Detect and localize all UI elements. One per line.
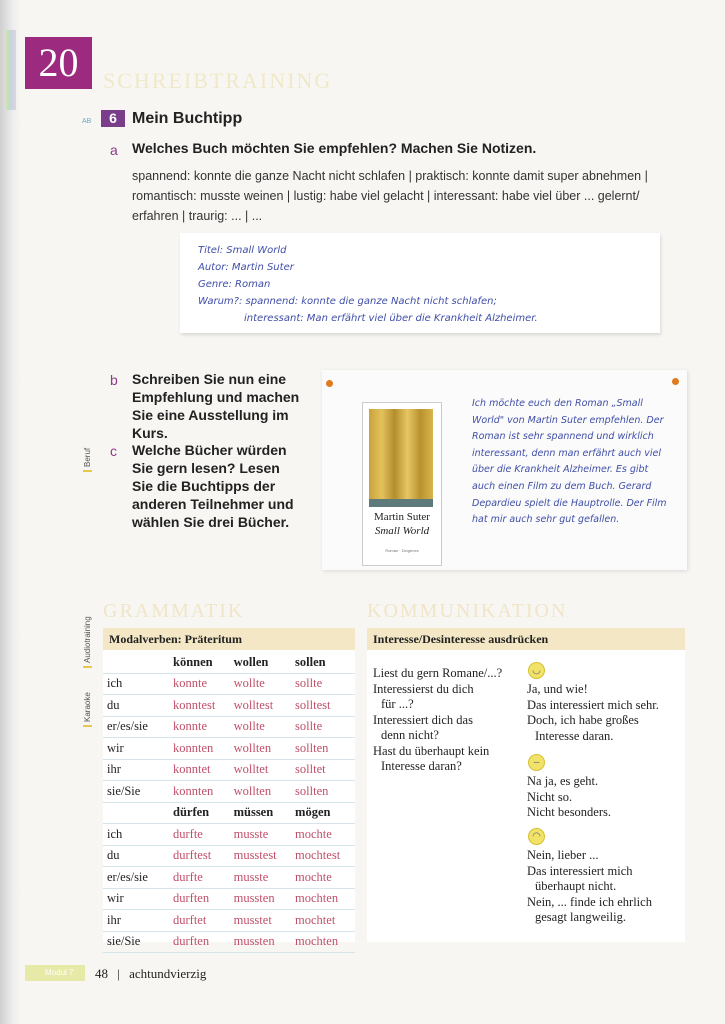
side-label-karaoke: Karaoke: [83, 692, 92, 727]
grammar-box: [103, 628, 355, 949]
verb-form-cell: musstet: [230, 910, 291, 932]
pronoun-cell: wir: [103, 888, 169, 910]
stage-floor: [369, 499, 433, 507]
table-row: [103, 716, 355, 738]
positive-answers: [527, 682, 682, 744]
verb-form-cell: sollte: [291, 673, 355, 695]
verb-form-cell: mussten: [230, 888, 291, 910]
task-c-text: Welche Bücher würden Sie gern lesen? Lesen Sie die Buchtipps der anderen Teilnehmer und wählen Sie drei Bücher.: [132, 442, 294, 530]
table-row: [103, 781, 355, 803]
verb-form-cell: wollten: [230, 781, 291, 803]
verb-form-cell: konnten: [169, 738, 230, 760]
pronoun-cell: du: [103, 695, 169, 717]
verb-header-cell: müssen: [230, 802, 291, 824]
curtain-image: [369, 409, 433, 505]
verb-form-cell: durften: [169, 931, 230, 953]
question-line: Interessierst du dich: [373, 681, 474, 696]
verb-form-cell: mochtest: [291, 845, 355, 867]
ab-tag: AB: [82, 118, 92, 125]
grammar-box-title: Modalverben: Präteritum: [103, 628, 355, 650]
verb-form-cell: musste: [230, 867, 291, 889]
pronoun-cell: ich: [103, 673, 169, 695]
verb-form-cell: sollte: [291, 716, 355, 738]
table-row: [103, 888, 355, 910]
book-author: Martin Suter: [374, 511, 430, 523]
question-line: für ...?: [381, 697, 414, 711]
table-row: [103, 824, 355, 846]
note-line-author: Autor: Martin Suter: [198, 262, 294, 273]
task-b-text: Schreiben Sie nun eine Empfehlung und machen Sie eine Ausstellung im Kurs.: [132, 371, 300, 441]
page-number-word: achtundvierzig: [129, 966, 207, 981]
pronoun-cell: wir: [103, 738, 169, 760]
pronoun-cell: ich: [103, 824, 169, 846]
pronoun-cell: [103, 802, 169, 824]
hint-text: spannend: konnte die ganze Nacht nicht schlafen | praktisch: konnte damit super abnehmen | romantisch: musste weinen | lustig: habe viel gelacht | interessant: habe viel über ... gelernt/ erfahren | traurig: ... | ...: [132, 169, 648, 223]
pronoun-cell: du: [103, 845, 169, 867]
table-row: [103, 931, 355, 953]
pronoun-cell: sie/Sie: [103, 931, 169, 953]
verb-form-cell: wolltet: [230, 759, 291, 781]
answer-line: Nein, lieber ...: [527, 848, 599, 862]
answer-line: gesagt langweilig.: [535, 910, 626, 924]
answer-line: Doch, ich habe großes: [527, 713, 639, 727]
page-number-line: [95, 966, 206, 982]
verb-form-cell: konnte: [169, 716, 230, 738]
edge-color-tabs: [6, 30, 16, 110]
verb-form-cell: wolltest: [230, 695, 291, 717]
page-footer: [0, 960, 725, 980]
table-row: [103, 695, 355, 717]
answer-line: Nicht besonders.: [527, 805, 612, 819]
task-a-text: Welches Buch möchten Sie empfehlen? Machen Sie Notizen.: [132, 140, 537, 156]
happy-smiley-icon: ◡: [528, 662, 545, 679]
pronoun-cell: ihr: [103, 910, 169, 932]
note-line-title: Titel: Small World: [198, 245, 287, 256]
neutral-smiley-icon: –: [528, 754, 545, 771]
verb-form-cell: durftest: [169, 845, 230, 867]
neutral-answers: [527, 774, 682, 821]
pronoun-cell: sie/Sie: [103, 781, 169, 803]
pin-icon: [326, 380, 333, 387]
answer-line: Nicht so.: [527, 789, 573, 804]
verb-form-cell: musste: [230, 824, 291, 846]
verb-header-cell: wollen: [230, 652, 291, 673]
question-line: Hast du überhaupt kein: [373, 743, 490, 758]
verb-form-cell: konnten: [169, 781, 230, 803]
kommunikation-title: KOMMUNIKATION: [367, 600, 568, 622]
pronoun-cell: ihr: [103, 759, 169, 781]
question-line: Liest du gern Romane/...?: [373, 666, 503, 680]
grammatik-title: GRAMMATIK: [103, 600, 245, 622]
pronoun-cell: er/es/sie: [103, 867, 169, 889]
task-a-letter: a: [110, 142, 118, 158]
exercise-title: Mein Buchtipp: [132, 110, 243, 127]
chapter-number: 20: [25, 37, 92, 89]
verb-form-cell: mochte: [291, 867, 355, 889]
table-row: [103, 759, 355, 781]
page-gutter: [0, 0, 22, 1024]
table-header-row: [103, 652, 355, 673]
exercise-number: 6: [101, 110, 125, 127]
verb-header-cell: können: [169, 652, 230, 673]
book-title: Small World: [374, 525, 430, 537]
communication-box-title: Interesse/Desinteresse ausdrücken: [367, 628, 685, 650]
answer-line: Nein, ... finde ich ehrlich: [527, 894, 652, 909]
side-label-audiotraining: Audiotraining: [83, 616, 92, 668]
verb-form-cell: durften: [169, 888, 230, 910]
question-line: Interessiert dich das: [373, 712, 473, 727]
table-row: [103, 845, 355, 867]
note-line-why-2: interessant: Man erfährt viel über die Krankheit Alzheimer.: [244, 313, 538, 324]
pronoun-cell: er/es/sie: [103, 716, 169, 738]
side-label-beruf: Beruf: [83, 448, 92, 472]
grammar-table: [103, 652, 355, 953]
handwritten-notes: [180, 233, 660, 333]
pronoun-cell: [103, 652, 169, 673]
verb-form-cell: mochten: [291, 931, 355, 953]
verb-header-cell: mögen: [291, 802, 355, 824]
verb-form-cell: wollte: [230, 716, 291, 738]
question-list: [373, 666, 523, 775]
page-number: 48: [95, 966, 108, 981]
note-line-why: Warum?: spannend: konnte die ganze Nacht nicht schlafen;: [198, 296, 497, 307]
answer-line: Das interessiert mich sehr.: [527, 697, 659, 712]
task-c-letter: c: [110, 443, 117, 459]
verb-header-cell: sollen: [291, 652, 355, 673]
table-row: [103, 867, 355, 889]
verb-form-cell: mochtet: [291, 910, 355, 932]
verb-form-cell: durftet: [169, 910, 230, 932]
answer-line: Na ja, es geht.: [527, 774, 599, 788]
verb-form-cell: wollte: [230, 673, 291, 695]
table-row: [103, 673, 355, 695]
answer-line: überhaupt nicht.: [535, 879, 617, 893]
verb-form-cell: mochte: [291, 824, 355, 846]
chapter-title: SCHREIBTRAINING: [103, 68, 333, 93]
question-line: denn nicht?: [381, 728, 439, 742]
task-b-letter: b: [110, 372, 118, 388]
verb-form-cell: mussten: [230, 931, 291, 953]
verb-header-cell: dürfen: [169, 802, 230, 824]
recommendation-text: Ich möchte euch den Roman „Small World" von Martin Suter empfehlen. Der Roman ist sehr spannend und wirklich interessant, denn man erfährt auch viel über die Krankheit Alzheimer. Es gibt auch einen Film zu dem Buch. Gerard Depardieu spielt die Hauptrolle. Der Film hat mir auch sehr gut gefallen.: [472, 398, 667, 526]
verb-form-cell: durfte: [169, 867, 230, 889]
verb-form-cell: durfte: [169, 824, 230, 846]
verb-form-cell: musstest: [230, 845, 291, 867]
table-header-row: [103, 802, 355, 824]
pin-icon: [672, 378, 679, 385]
verb-form-cell: konnte: [169, 673, 230, 695]
book-cover: [362, 402, 442, 566]
verb-form-cell: sollten: [291, 781, 355, 803]
sad-smiley-icon: ◠: [528, 828, 545, 845]
negative-answers: [527, 848, 682, 926]
verb-form-cell: konntet: [169, 759, 230, 781]
verb-form-cell: sollten: [291, 738, 355, 760]
verb-form-cell: solltet: [291, 759, 355, 781]
question-line: Interesse daran?: [381, 759, 462, 773]
module-label: Modul 7: [45, 968, 74, 977]
footer-separator: |: [117, 966, 120, 981]
verb-form-cell: solltest: [291, 695, 355, 717]
verb-form-cell: wollten: [230, 738, 291, 760]
table-row: [103, 738, 355, 760]
book-publisher: Roman · Diogenes: [385, 548, 419, 553]
answer-line: Interesse daran.: [535, 728, 614, 743]
verb-form-cell: mochten: [291, 888, 355, 910]
communication-box: [367, 628, 685, 942]
answer-line: Ja, und wie!: [527, 682, 588, 696]
table-row: [103, 910, 355, 932]
verb-form-cell: konntest: [169, 695, 230, 717]
note-line-genre: Genre: Roman: [198, 279, 271, 290]
answer-line: Das interessiert mich: [527, 863, 633, 878]
